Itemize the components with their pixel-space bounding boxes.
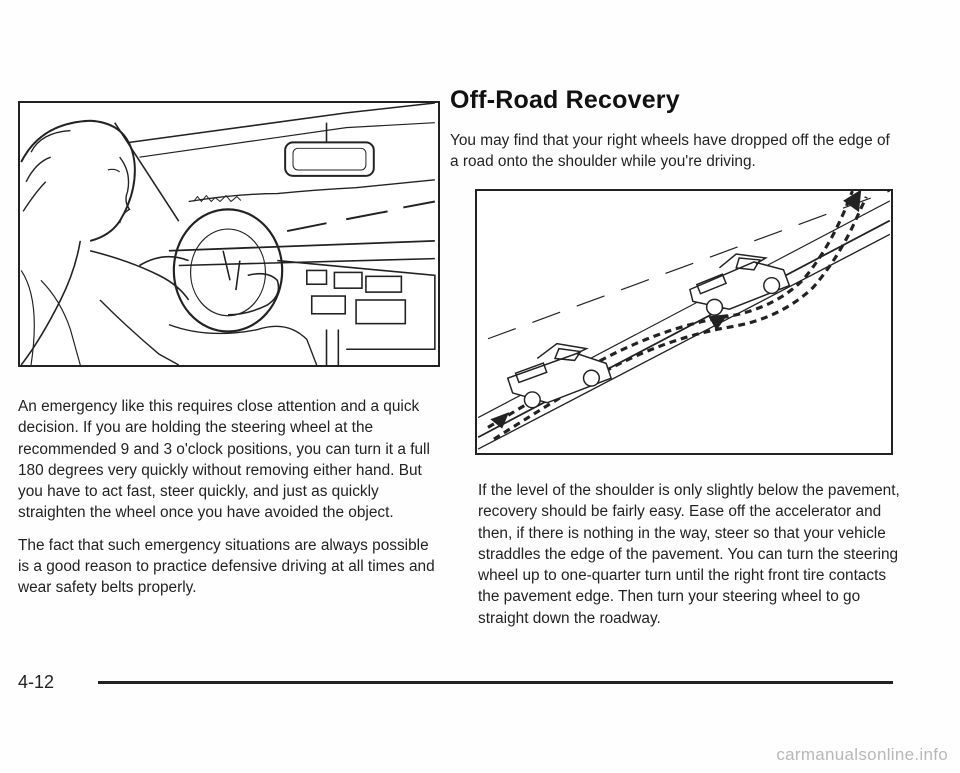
left-paragraph-1: An emergency like this requires close attention and a quick decision. If you are holding the steering wheel at the recommended 9 and 3 o'clock positions, you can turn it a full 180 degrees very quickly without removing either hand. But you have to act fast, steer quickly, and just as quickly straighten the wheel once you have avoided the object. [18, 398, 430, 522]
right-paragraph: If the level of the shoulder is only slightly below the pavement, recovery should be fairly easy. Ease off the accelerator and then, if there is nothing in the way, steer so that your vehicle straddles the edge of the pavement. You can turn the steering wheel up to one-quarter turn until the right front tire contacts the pavement edge. Then turn your steering wheel to go straight down the roadway. [478, 482, 900, 627]
page-number: 4-12 [18, 672, 55, 692]
watermark: carmanualsonline.info [776, 745, 948, 764]
section-heading: Off-Road Recovery [450, 86, 680, 114]
left-paragraph-2: The fact that such emergency situations are always possible is a good reason to practice defensive driving at all times and wear safety belts properly. [18, 536, 435, 597]
intro-paragraph: You may find that your right wheels have dropped off the edge of a road onto the shoulder while you're driving. [450, 132, 890, 171]
driver-steering-illustration [18, 101, 440, 367]
footer-rule [98, 681, 893, 684]
left-text-column [18, 396, 438, 610]
off-road-recovery-illustration [475, 189, 893, 455]
